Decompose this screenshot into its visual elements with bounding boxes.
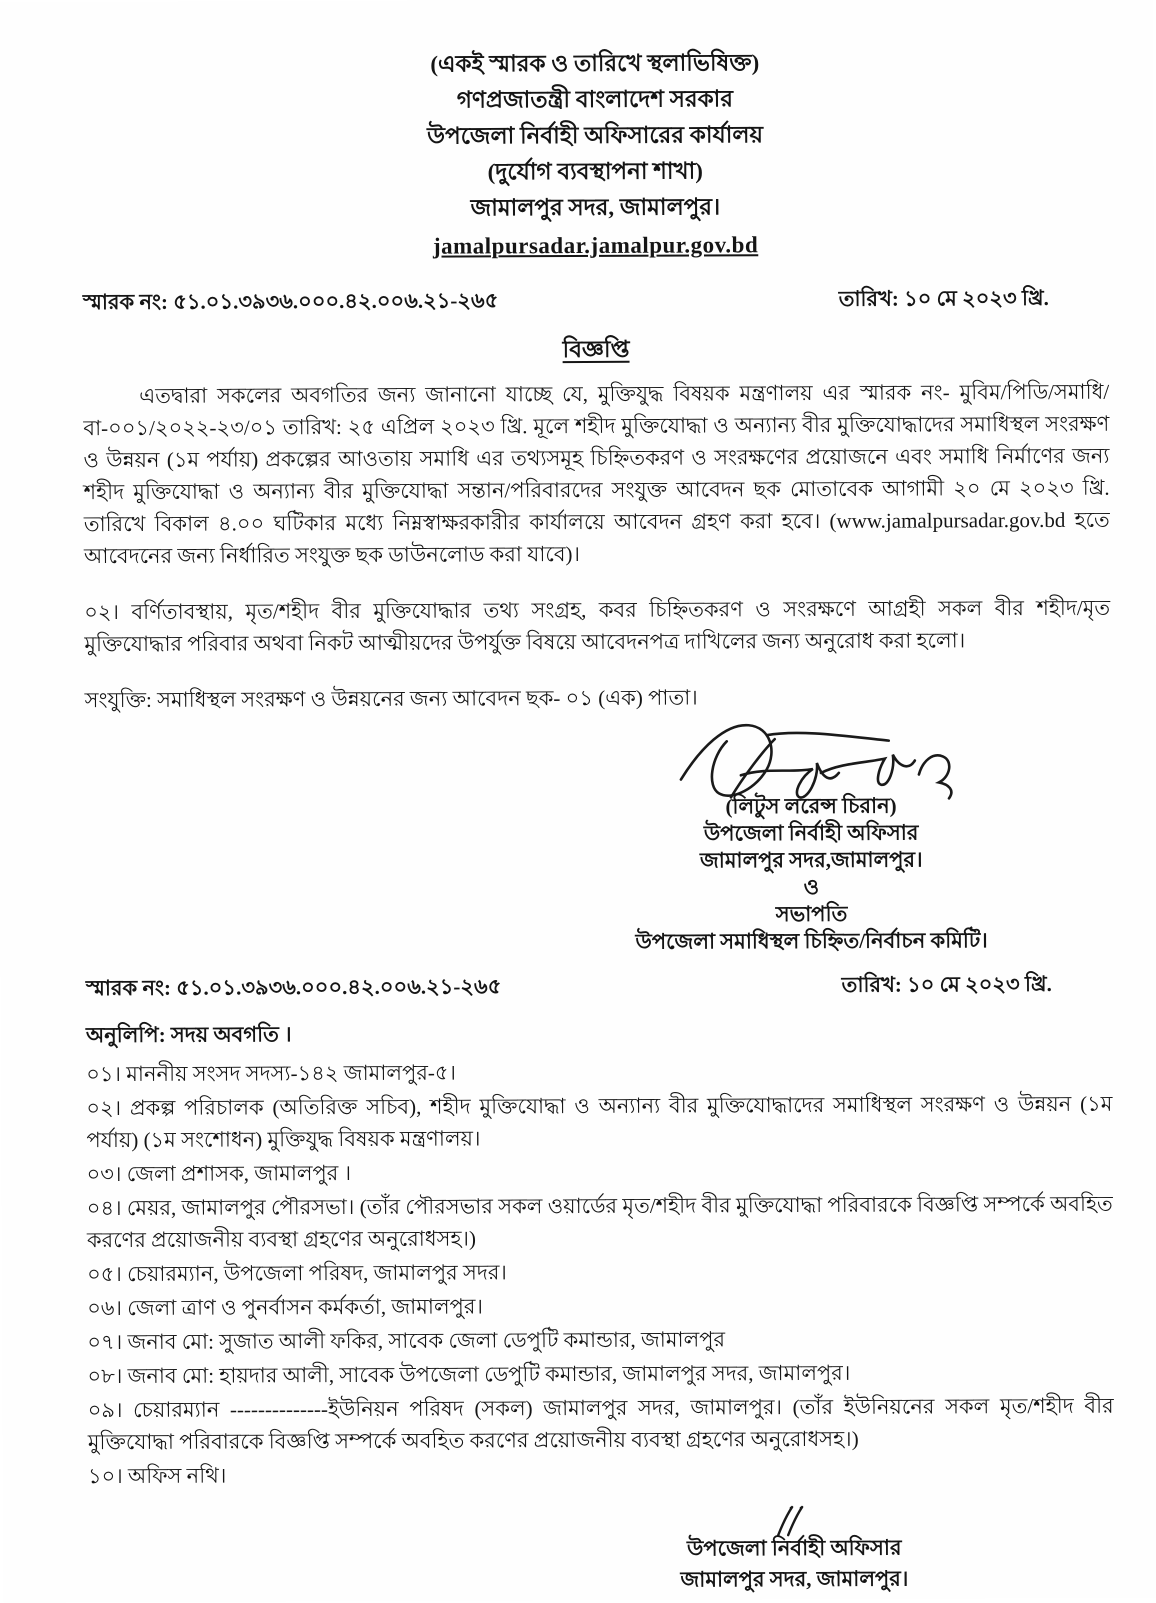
memo-number: স্মারক নং: ৫১.০১.৩৯৩৬.০০০.৪২.০০৬.২১-২৬৫ [82,288,499,315]
memo-number-2: স্মারক নং: ৫১.০১.৩৯৩৬.০০০.৪২.০০৬.২১-২৬৫ [85,974,502,1001]
letterhead-note: (একই স্মারক ও তারিখে স্থলাভিষিক্ত) [430,50,760,77]
letterhead-branch: (দুর্যোগ ব্যবস্থাপনা শাখা) [487,158,703,185]
footer-signature-block [614,1504,974,1596]
signature-conjunction: ও [803,874,820,900]
body-paragraph-2: ০২। বর্ণিতাবস্থায়, মৃত/শহীদ বীর মুক্তিযোদ্ধার তথ্য সংগ্রহ, কবর চিহ্নিতকরণ ও সংরক্ষণে আগ্রহী সকল বীর শহীদ/মৃত মুক্তিযোদ্ধার পরিবার অথবা নিকট আত্মীয়দের উপর্যুক্ত বিষয়ে আবেদনপত্র দাখিলের জন্য অনুরোধ করা হলো। [84,595,1111,657]
memo-date: তারিখ: ১০ মে ২০২৩ খ্রি. [838,285,1049,311]
copy-list-heading: অনুলিপি: সদয় অবগতি । [85,1022,292,1048]
copy-list [86,1054,1114,1492]
copy-list-item: ০৬। জেলা ত্রাণ ও পুনর্বাসন কর্মকর্তা, জামালপুর। [87,1294,484,1321]
letterhead-location: জামালপুর সদর, জামালপুর। [470,194,721,221]
page-title: বিজ্ঞপ্তি [562,336,630,363]
copy-list-item: ১০। অফিস নথি। [87,1463,227,1489]
footer-signatory-office: জামালপুর সদর, জামালপুর। [680,1566,909,1592]
copy-list-item: ০২। প্রকল্প পরিচালক (অতিরিক্ত সচিব), শহীদ মুক্তিযোদ্ধা ও অন্যান্য বীর মুক্তিযোদ্ধাদের সমাধিস্থল সংরক্ষণ ও উন্নয়ন (১ম পর্যায়) (১ম সংশোধন) মুক্তিযুদ্ধ বিষয়ক মন্ত্রণালয়। [86,1091,1113,1153]
copy-list-item: ০৭। জনাব মো: সুজাত আলী ফকির, সাবেক জেলা ডেপুটি কমান্ডার, জামালপুর [87,1327,726,1355]
signatory-role-2: সভাপতি [775,901,848,927]
signature-block [601,716,1022,956]
memo-row-bottom [86,968,1052,1007]
copy-list-item: ০৯। চেয়ারম্যান --------------ইউনিয়ন পরিষদ (সকল) জামালপুর সদর, জামালপুর। (তাঁর ইউনিয়নের সকল মৃত/শহীদ বীর মুক্তিযোদ্ধা পরিবারকে বিজ্ঞপ্তি সম্পর্কে অবহিত করণের প্রয়োজনীয় ব্যবস্থা গ্রহণের অনুরোধসহ।) [87,1393,1114,1455]
signatory-role: উপজেলা নির্বাহী অফিসার [703,820,919,846]
letterhead [82,44,1109,266]
signatory-name: (লিটুস লরেন্স চিরান) [725,793,897,819]
attachment-line: সংযুক্তি: সমাধিস্থল সংরক্ষণ ও উন্নয়নের জন্য আবেদন ছক- ০১ (এক) পাতা। [84,685,698,713]
body-paragraph-1: এতদ্বারা সকলের অবগতির জন্য জানানো যাচ্ছে যে, মুক্তিযুদ্ধ বিষয়ক মন্ত্রণালয় এর স্মারক নং- মুবিম/পিডি/সমাধি/বা-০০১/২০২২-২৩/০১ তারিখ: ২৫ এপ্রিল ২০২৩ খ্রি. মূলে শহীদ মুক্তিযোদ্ধা ও অন্যান্য বীর মুক্তিযোদ্ধাদের সমাধিস্থল সংরক্ষণ ও উন্নয়ন (১ম পর্যায়) প্রকল্পের আওতায় সমাধি এর তথ্যসমূহ চিহ্নিতকরণ ও সংরক্ষণের প্রয়োজনে এবং সমাধি নির্মাণের জন্য শহীদ মুক্তিযোদ্ধা ও অন্যান্য বীর মুক্তিযোদ্ধা সন্তান/পরিবারদের সংযুক্ত আবেদন ছক মোতাবেক আগামী ২০ মে ২০২৩ খ্রি. তারিখে বিকাল ৪.০০ ঘটিকার মধ্যে নিম্নস্বাক্ষরকারীর কার্যালয়ে আবেদন গ্রহণ করা হবে। (www.jamalpursadar.gov.bd হতে আবেদনের জন্য নির্ধারিত সংযুক্ত ছক ডাউনলোড করা যাবে)। [83,379,1110,569]
title-wrap [83,329,1109,372]
letterhead-government: গণপ্রজাতন্ত্রী বাংলাদেশ সরকার [456,86,734,113]
signatory-committee: উপজেলা সমাধিস্থল চিহ্নিত/নির্বাচন কমিটি। [635,928,988,954]
copy-list-item: ০৪। মেয়র, জামালপুর পৌরসভা। (তাঁর পৌরসভার সকল ওয়ার্ডের মৃত/শহীদ বীর মুক্তিযোদ্ধা পরিবারকে বিজ্ঞপ্তি সম্পর্কে অবহিত করণের প্রয়োজনীয় ব্যবস্থা গ্রহণের অনুরোধসহ।) [86,1191,1113,1253]
letterhead-website: jamalpursadar.jamalpur.gov.bd [432,232,759,259]
letterhead-office: উপজেলা নির্বাহী অফিসারের কার্যালয় [427,122,764,149]
copy-list-item: ০১। মাননীয় সংসদ সদস্য-১৪২ জামালপুর-৫। [86,1060,457,1087]
copy-list-item: ০৮। জনাব মো: হায়দার আলী, সাবেক উপজেলা ডেপুটি কমান্ডার, জামালপুর সদর, জামালপুর। [87,1360,851,1389]
footer-signatory-role: উপজেলা নির্বাহী অফিসার [686,1535,902,1561]
copy-list-item: ০৩। জেলা প্রশাসক, জামালপুর । [86,1160,352,1187]
memo-row-top [83,282,1049,321]
memo-date-2: তারিখ: ১০ মে ২০২৩ খ্রি. [841,971,1052,997]
copy-list-item: ০৫। চেয়ারম্যান, উপজেলা পরিষদ, জামালপুর সদর। [87,1260,507,1287]
signatory-office: জামালপুর সদর,জামালপুর। [699,847,923,873]
